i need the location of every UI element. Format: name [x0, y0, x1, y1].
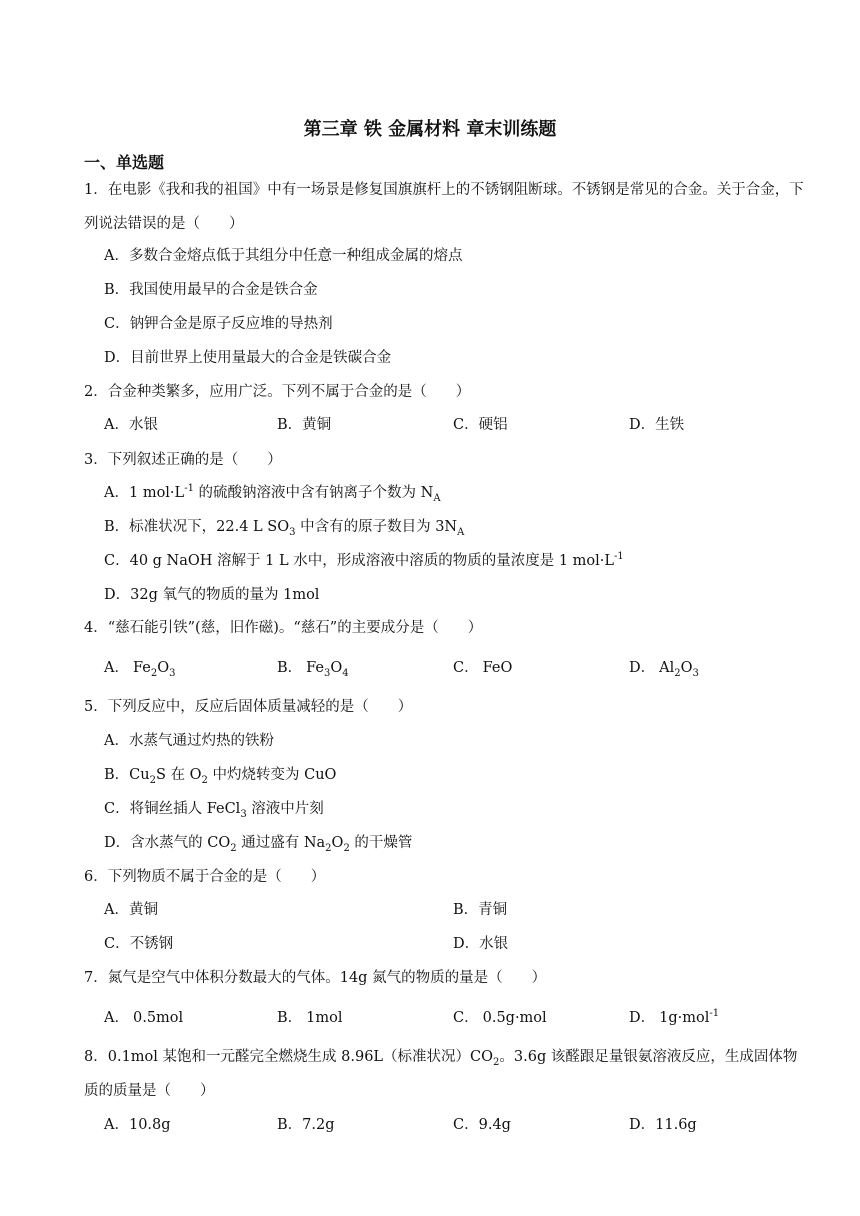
question-stem: 氮气是空气中体积分数最大的气体。14g 氮气的物质的量是（ ）: [107, 970, 547, 986]
question-number: 6: [84, 869, 94, 885]
option-3b: B．标准状况下，22.4 L $SO_3$ 中含有的原子数目为 $3N_A$: [104, 519, 465, 538]
option-3d: D．32g 氧气的物质的量为 1mol: [104, 587, 320, 603]
option-7b: B． 1mol: [277, 1010, 343, 1026]
question-number: 1: [84, 182, 94, 198]
question-stem: 下列物质不属于合金的是（ ）: [107, 869, 326, 885]
option-2a: A．水银: [104, 417, 158, 433]
option-5b: B．$Cu_2S$ 在 $O_2$ 中灼烧转变为 CuO: [104, 767, 337, 786]
option-7d: D． 1g·mol$^{-1}$: [629, 1008, 720, 1026]
question-number: 7: [84, 970, 94, 986]
option-3a: A．1 $mol\cdot L^{-1}$ 的硫酸钠溶液中含有钠离子个数为 $N_A$: [104, 483, 441, 504]
question-5: 5．下列反应中，反应后固体质量减轻的是（ ）: [84, 699, 413, 715]
option-8a: A．10.8g: [104, 1117, 171, 1133]
question-number: 4: [84, 620, 94, 636]
option-4d: D． $Al_2O_3$: [629, 660, 699, 679]
question-7: 7．氮气是空气中体积分数最大的气体。14g 氮气的物质的量是（ ）: [84, 970, 547, 986]
option-1a: A．多数合金熔点低于其组分中任意一种组成金属的熔点: [104, 248, 463, 264]
option-7a: A． 0.5mol: [104, 1010, 184, 1026]
question-number: 3: [84, 452, 94, 468]
question-2: 2．合金种类繁多，应用广泛。下列不属于合金的是（ ）: [84, 384, 471, 400]
option-1d: D．目前世界上使用量最大的合金是铁碳合金: [104, 350, 392, 366]
question-stem: 下列叙述正确的是（ ）: [107, 452, 282, 468]
question-3: 3．下列叙述正确的是（ ）: [84, 452, 282, 468]
option-2d: D．生铁: [629, 417, 685, 433]
option-5c: C．将铜丝插人 FeCl$_3$ 溶液中片刻: [104, 801, 324, 820]
question-6: 6．下列物质不属于合金的是（ ）: [84, 869, 326, 885]
option-8c: C．9.4g: [453, 1117, 511, 1133]
option-1b: B．我国使用最早的合金是铁合金: [104, 282, 318, 298]
option-6d: D．水银: [453, 936, 509, 952]
question-stem: “慈石能引铁”(慈，旧作磁)。“慈石”的主要成分是（ ）: [107, 620, 483, 636]
option-6a: A．黄铜: [104, 902, 158, 918]
option-6c: C．不锈钢: [104, 936, 174, 952]
option-7c: C． 0.5g·mol: [453, 1010, 547, 1026]
question-stem: 0.1mol 某饱和一元醛完全燃烧生成 8.96L（标准状况）CO: [107, 1049, 494, 1065]
question-stem: 合金种类繁多，应用广泛。下列不属于合金的是（ ）: [107, 384, 471, 400]
option-1c: C．钠钾合金是原子反应堆的导热剂: [104, 316, 333, 332]
option-8b: B．7.2g: [277, 1117, 335, 1133]
question-number: 8: [84, 1049, 94, 1065]
section-heading: 一、单选题: [84, 153, 165, 172]
option-5a: A．水蒸气通过灼热的铁粉: [104, 733, 274, 749]
question-stem: 下列反应中，反应后固体质量减轻的是（ ）: [107, 699, 413, 715]
question-4: 4．“慈石能引铁”(慈，旧作磁)。“慈石”的主要成分是（ ）: [84, 620, 483, 636]
question-8: 8．0.1mol 某饱和一元醛完全燃烧生成 8.96L（标准状况）$CO_2$。3.6g 该醛跟足量银氨溶液反应，生成固体物质的质量是（ ）: [84, 1049, 798, 1099]
option-2b: B．黄铜: [277, 417, 332, 433]
option-4a: A． $Fe_2O_3$: [104, 660, 176, 679]
question-number: 2: [84, 384, 94, 400]
option-4b: B． $Fe_3O_4$: [277, 660, 349, 679]
question-number: 5: [84, 699, 94, 715]
option-6b: B．青铜: [453, 902, 508, 918]
question-1: 1．在电影《我和我的祖国》中有一场景是修复国旗旗杆上的不锈钢阻断球。不锈钢是常见的合金。关于合金，下列说法错误的是（ ）: [84, 182, 804, 232]
option-5d: D．含水蒸气的 $CO_2$ 通过盛有 $Na_2O_2$ 的干燥管: [104, 835, 413, 854]
option-8d: D．11.6g: [629, 1117, 697, 1133]
question-stem: 在电影《我和我的祖国》中有一场景是修复国旗旗杆上的不锈钢阻断球。不锈钢是常见的合金。关于合金，下列说法错误的是（ ）: [84, 182, 804, 232]
option-4c: C． FeO: [453, 660, 513, 676]
option-2c: C．硬铝: [453, 417, 508, 433]
page-title: 第三章 铁 金属材料 章末训练题: [303, 119, 557, 140]
option-3c: C．40 g NaOH 溶解于 1 L 水中，形成溶液中溶质的物质的量浓度是 1 $mol\cdot L^{-1}$: [104, 551, 624, 569]
